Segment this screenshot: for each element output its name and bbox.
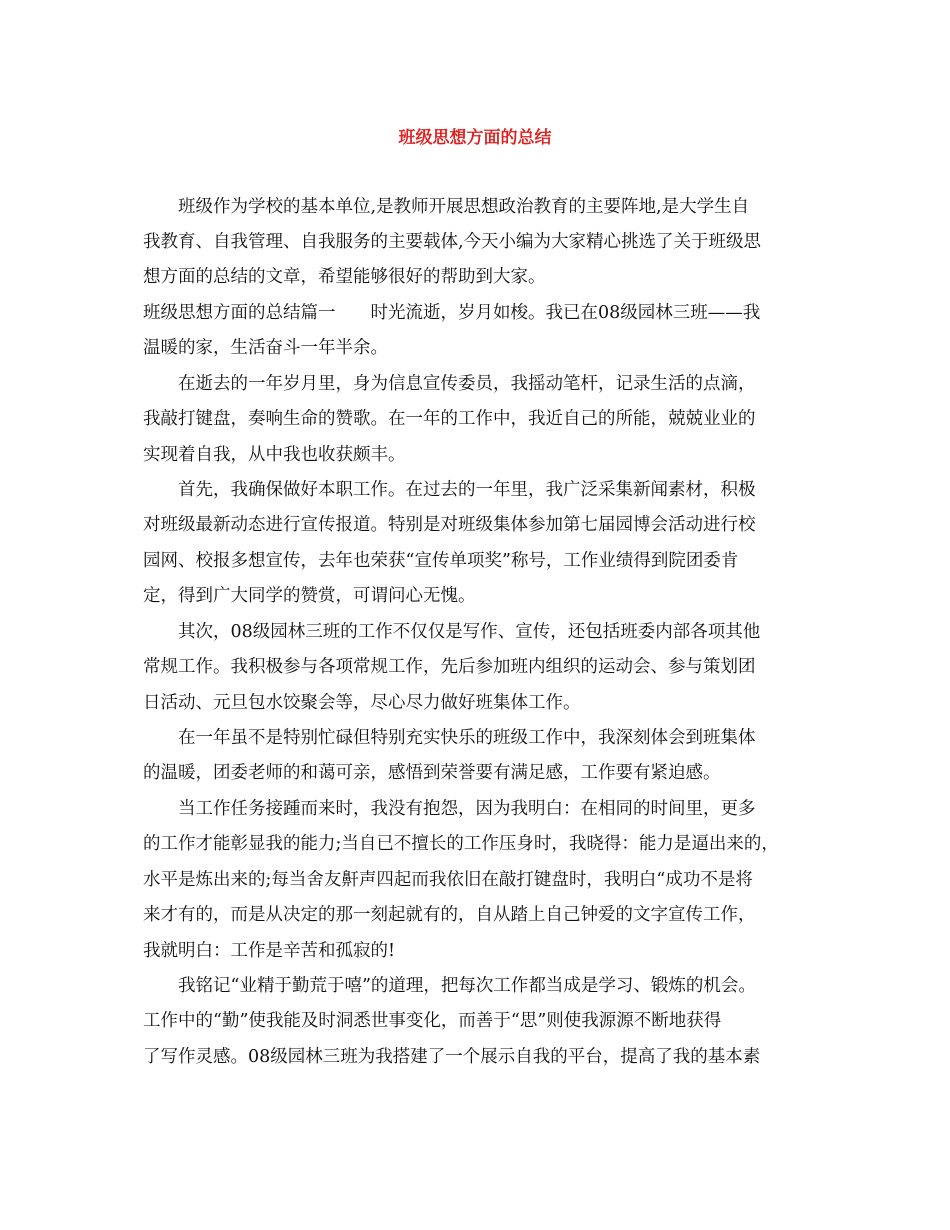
body-line: 来才有的，而是从决定的那一刻起就有的，自从踏上自己钟爱的文字宣传工作， <box>143 905 756 925</box>
body-line: 实现着自我，从中我也收获颇丰。 <box>143 445 406 465</box>
body-line: 水平是炼出来的;每当舍友鼾声四起而我依旧在敲打键盘时，我明白“成功不是将 <box>143 870 753 890</box>
body-line: 定，得到广大同学的赞赏，可谓问心无愧。 <box>143 586 476 606</box>
body-line: 班级思想方面的总结篇一 时光流逝，岁月如梭。我已在08级园林三班——我 <box>143 303 761 323</box>
body-line: 我教育、自我管理、自我服务的主要载体,今天小编为大家精心挑选了关于班级思 <box>143 232 762 252</box>
body-line: 的工作才能彰显我的能力;当自已不擅长的工作压身时，我晓得：能力是逼出来的， <box>143 834 779 854</box>
body-line: 温暖的家，生活奋斗一年半余。 <box>143 338 388 358</box>
body-line: 当工作任务接踵而来时，我没有抱怨，因为我明白：在相同的时间里，更多 <box>178 799 756 819</box>
body-line: 我就明白：工作是辛苦和孤寂的! <box>143 941 396 961</box>
body-line: 首先，我确保做好本职工作。在过去的一年里，我广泛采集新闻素材，积极 <box>178 480 756 500</box>
body-line: 想方面的总结的文章，希望能够很好的帮助到大家。 <box>143 267 546 287</box>
body-line: 日活动、元旦包水饺聚会等，尽心尽力做好班集体工作。 <box>143 693 581 713</box>
document-title: 班级思想方面的总结 <box>398 128 552 148</box>
body-line: 常规工作。我积极参与各项常规工作，先后参加班内组织的运动会、参与策划团 <box>143 657 756 677</box>
body-line: 我铭记“业精于勤荒于嘻”的道理，把每次工作都当成是学习、锻炼的机会。 <box>178 976 756 996</box>
body-line: 班级作为学校的基本单位,是教师开展思想政治教育的主要阵地,是大学生自 <box>178 197 750 217</box>
body-line: 在一年虽不是特别忙碌但特别充实快乐的班级工作中，我深刻体会到班集体 <box>178 728 756 748</box>
body-line: 在逝去的一年岁月里，身为信息宣传委员，我摇动笔杆，记录生活的点滴， <box>178 374 756 394</box>
body-line: 对班级最新动态进行宣传报道。特别是对班级集体参加第七届园博会活动进行校 <box>143 515 756 535</box>
body-line: 了写作灵感。08级园林三班为我搭建了一个展示自我的平台，提高了我的基本素 <box>143 1047 761 1067</box>
body-line: 工作中的“勤”使我能及时洞悉世事变化，而善于“思”则使我源源不断地获得 <box>143 1011 722 1031</box>
body-line: 的温暖，团委老师的和蔼可亲，感悟到荣誉要有满足感，工作要有紧迫感。 <box>143 763 721 783</box>
body-line: 其次，08级园林三班的工作不仅仅是写作、宣传，还包括班委内部各项其他 <box>178 622 761 642</box>
body-line: 园网、校报多想宣传，去年也荣获“宣传单项奖”称号，工作业绩得到院团委肯 <box>143 551 739 571</box>
body-line: 我敲打键盘，奏响生命的赞歌。在一年的工作中，我近自己的所能，兢兢业业的 <box>143 409 756 429</box>
